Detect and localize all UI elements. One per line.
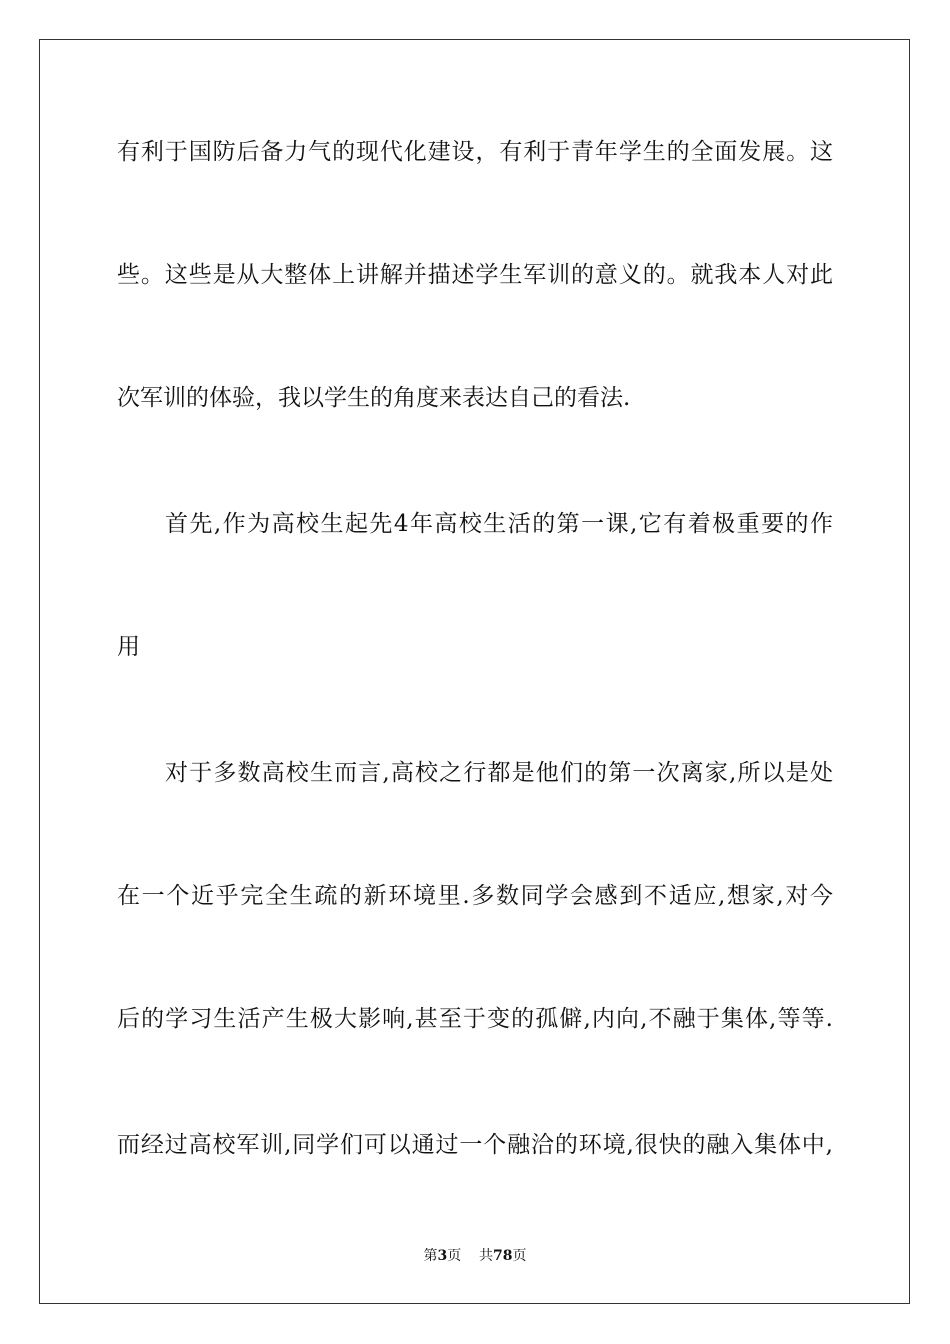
page-border	[39, 39, 910, 1304]
text-line-3: 次军训的体验，我以学生的角度来表达自己的看法.	[117, 385, 631, 411]
footer-page-suffix: 页	[447, 1248, 462, 1264]
text-line-7: 在一个近乎完全生疏的新环境里.多数同学会感到不适应,想家,对今	[117, 883, 833, 909]
text-line-8: 后的学习生活产生极大影响,甚至于变的孤僻,内向,不融于集体,等等.	[117, 1006, 833, 1032]
text-line-5: 用	[117, 634, 140, 660]
text-line-9: 而经过高校军训,同学们可以通过一个融洽的环境,很快的融入集体中,	[117, 1132, 833, 1158]
text-line-1: 有利于国防后备力气的现代化建设，有利于青年学生的全面发展。这	[117, 139, 833, 165]
page-footer	[0, 1246, 950, 1266]
text-line-6: 对于多数高校生而言,高校之行都是他们的第一次离家,所以是处	[165, 760, 833, 786]
footer-total-suffix: 页	[512, 1248, 527, 1264]
footer-total-prefix: 共	[479, 1248, 494, 1264]
text-line-2: 些。这些是从大整体上讲解并描述学生军训的意义的。就我本人对此	[117, 262, 833, 288]
footer-total-number: 78	[493, 1248, 513, 1264]
text-line-4: 首先,作为高校生起先4年高校生活的第一课,它有着极重要的作	[165, 511, 833, 537]
footer-page-prefix: 第	[423, 1248, 438, 1264]
footer-page-number: 3	[437, 1248, 448, 1264]
